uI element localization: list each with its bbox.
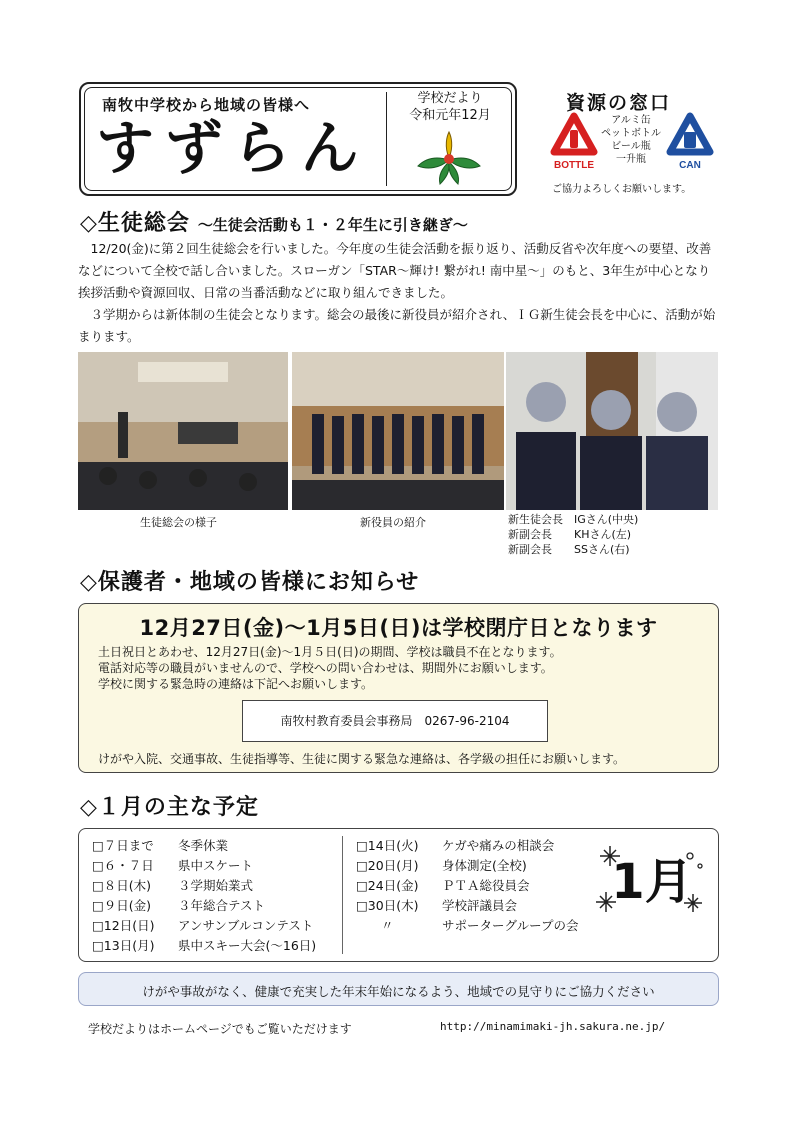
schedule-item: [356, 916, 579, 936]
notice-body: [98, 644, 562, 692]
recycle-item: 一升瓶: [616, 154, 646, 165]
schedule-item: [92, 916, 316, 936]
schedule-date: □12日(日): [92, 918, 155, 933]
schedule-date: □９日(金): [92, 898, 152, 913]
notice-line: 土日祝日とあわせ、12月27日(金)～1月５日(日)の期間、学校は職員不在となります。: [98, 645, 562, 659]
schedule-date: □14日(火): [356, 838, 419, 853]
closing-message: けがや事故がなく、健康で充実した年末年始になるよう、地域での見守りにご協力ください: [142, 984, 655, 999]
notice-line: 電話対応等の職員がいませんので、学校への問い合わせは、期間外にお願いします。: [98, 661, 553, 675]
schedule-event: 県中スキー大会(～16日): [178, 938, 317, 953]
can-label: CAN: [679, 160, 701, 171]
schedule-event: アンサンブルコンテスト: [178, 918, 314, 933]
schedule-event: ３年総合テスト: [178, 898, 266, 913]
masthead-subtitle: 南牧中学校から地域の皆様へ: [102, 96, 311, 114]
schedule-event: 学校評議員会: [442, 898, 518, 913]
assembly-photo: [78, 352, 288, 510]
photo-caption-officers: [508, 512, 638, 557]
bottle-recycle-icon: [548, 112, 600, 174]
schedule-date: □13日(月): [92, 938, 155, 953]
school-emblem-icon: [414, 128, 484, 186]
contact-info: 南牧村教育委員会事務局 0267-96-2104: [280, 714, 510, 728]
january-snowflake-art: [592, 836, 710, 928]
schedule-event: ケガや痛みの相談会: [442, 838, 555, 853]
notice-title: 12月27日(金)～1月5日(日)は学校閉庁日となります: [139, 616, 658, 640]
schedule-date: □７日まで: [92, 838, 154, 853]
section-heading-schedule: ◇１月の主な予定: [80, 795, 259, 820]
recycle-item: ペットボトル: [601, 128, 661, 139]
schedule-item: [356, 836, 579, 856]
schedule-date: □６・７日: [92, 858, 154, 873]
schedule-divider: [342, 836, 343, 954]
schedule-item: [356, 856, 579, 876]
schedule-date: 〃: [356, 918, 394, 933]
notice-line: 学校に関する緊急時の連絡は下記へお願いします。: [98, 677, 374, 691]
masthead-title: すずらん: [96, 114, 369, 182]
assembly-paragraph-1: 12/20(金)に第２回生徒総会を行いました。今年度の生徒会活動を振り返り、活動反省や次年度への要望、改善などについて全校で話し合いました。スローガン「STAR～輝け! 繋がれ! 南中星～」のもと、3年生が中心となり挨拶活動や資源回収、日常の当番活動などに取り組んできました。: [78, 241, 712, 300]
bottle-label: BOTTLE: [554, 160, 594, 171]
section-heading-student-assembly: [80, 206, 468, 237]
schedule-list-right: [356, 836, 579, 936]
photo-caption: 新役員の紹介: [360, 516, 426, 529]
caption-line: 新生徒会長 IGさん(中央): [508, 513, 639, 526]
schedule-item: [92, 896, 316, 916]
schedule-item: [92, 836, 316, 856]
footer-note: 学校だよりはホームページでもご覧いただけます: [88, 1022, 352, 1036]
recycle-item: アルミ缶: [611, 115, 651, 126]
schedule-event: サポーターグループの会: [442, 918, 579, 933]
january-label: 1月: [611, 854, 693, 910]
photo-caption: 生徒総会の様子: [140, 516, 217, 529]
assembly-paragraph-2: ３学期からは新体制の生徒会となります。総会の最後に新役員が紹介され、ＩＧ新生徒会長を中心に、活動が始まります。: [78, 307, 716, 344]
caption-line: 新副会長 SSさん(右): [508, 543, 630, 556]
schedule-item: [356, 896, 579, 916]
schedule-item: [92, 876, 316, 896]
schedule-date: □８日(木): [92, 878, 152, 893]
school-website-link[interactable]: http://minamimaki-jh.sakura.ne.jp/: [440, 1020, 666, 1033]
schedule-item: [92, 856, 316, 876]
caption-line: 新副会長 KHさん(左): [508, 528, 632, 541]
recycle-thanks: ご協力よろしくお願いします。: [552, 184, 692, 195]
schedule-date: □30日(木): [356, 898, 419, 913]
new-president-photo: [506, 352, 718, 510]
schedule-item: [92, 936, 316, 956]
schedule-event: 冬季休業: [178, 838, 229, 853]
recycle-title: 資源の窓口: [566, 92, 672, 114]
recycle-items: [596, 114, 666, 166]
issue-date: 令和元年12月: [409, 108, 491, 123]
masthead-divider: [386, 92, 387, 186]
schedule-date: □20日(月): [356, 858, 419, 873]
newsletter-name: 学校だより: [417, 91, 483, 106]
schedule-item: [356, 876, 579, 896]
section-title: ◇生徒総会: [80, 211, 190, 236]
masthead-label: [402, 90, 498, 124]
schedule-date: □24日(金): [356, 878, 419, 893]
schedule-event: 県中スケート: [178, 858, 254, 873]
schedule-event: ３学期始業式: [178, 878, 254, 893]
new-officers-photo: [292, 352, 504, 510]
recycle-item: ビール瓶: [611, 141, 651, 152]
section-subtitle: ～生徒会活動も１・２年生に引き継ぎ～: [197, 216, 468, 234]
notice-footer: けがや入院、交通事故、生徒指導等、生徒に関する緊急な連絡は、各学級の担任にお願いします。: [98, 752, 626, 766]
schedule-list-left: [92, 836, 316, 956]
section-heading-notice: ◇保護者・地域の皆様にお知らせ: [80, 570, 420, 595]
can-recycle-icon: [664, 112, 716, 174]
schedule-event: 身体測定(全校): [442, 858, 527, 873]
schedule-event: ＰＴＡ総役員会: [442, 878, 530, 893]
